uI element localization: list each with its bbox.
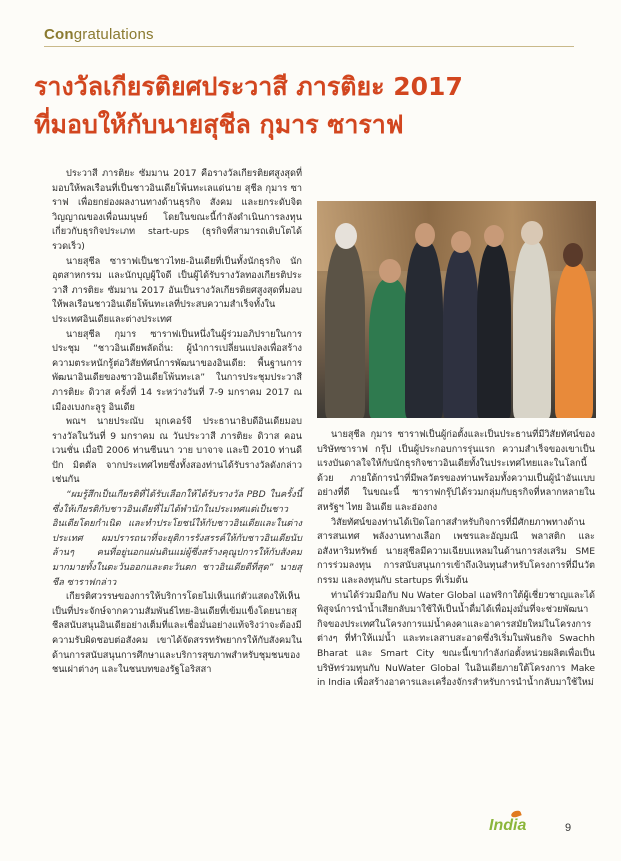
page-number: 9 — [565, 822, 572, 834]
photo-figure — [477, 243, 511, 418]
paragraph: นายสุชีล ซาราฟเป็นชาวไทย-อินเดียที่เป็นทั้งนักธุรกิจ นักอุตสาหกรรม และนักบุญผู้ใจดี เป็นผู้ได้รับรางวัลทองเกียรติประวาสี ภารติยะ ซัมมาน 2017 อันเป็นรางวัลเกียรติยศสูงสุดที่มอบให้พลเรือนชาวอินเดียโพ้นทะเลที่ประสบความสำเร็จทั้งในประเทศอินเดียและต่างประเทศ — [52, 255, 302, 325]
section-label — [44, 26, 154, 43]
photo-figure-head — [563, 243, 583, 267]
section-label-bold: Con — [44, 26, 74, 43]
photo-figure-head — [521, 221, 543, 245]
paragraph: พณฯ นายประณับ มุกเคอร์จี ประธานาธิบดีอินเดียมอบรางวัลในวันที่ 9 มกราคม ณ วันประวาสี ภารติยะ ดิวาส คอนเวนชั่น เมื่อปี 2006 ท่านซีนนา วาย บาจาจ และปี 2010 ท่านดีปัก มิตตัล จากประเทศไทยซึ่งทั้งสองท่านได้รับรางวัลดังกล่าวเช่นกัน — [52, 416, 302, 486]
logo-text: India — [489, 817, 527, 834]
photo-figure — [405, 241, 443, 418]
award-group-photo — [317, 201, 596, 418]
photo-figure-head — [451, 231, 471, 253]
headline-line-2: ที่มอบให้กับนายสุชีล กุมาร ซาราฟ — [34, 110, 404, 139]
section-label-rest: gratulations — [73, 26, 154, 43]
photo-figure-head — [335, 223, 357, 249]
headline-line-1: รางวัลเกียรติยศประวาสี ภารติยะ 2017 — [34, 72, 463, 101]
paragraph: วิสัยทัศน์ของท่านได้เปิดโอกาสสำหรับกิจการที่มีศักยภาพทางด้านสารสนเทศ พลังงานทางเลือก เพชรและอัญมณี พลาสติก และอสังหาริมทรัพย์ นายสุชีลมีความเฉียบแหลมในด้านการส่งเสริม SME การร่วมลงทุน การสนับสนุนการเข้าถึงเงินทุนสำหรับโครงการที่มีนวัตกรรม และลงทุนกับ startups ที่เริ่มต้น — [317, 516, 595, 586]
photo-figure — [555, 263, 593, 418]
photo-figure-head — [415, 223, 435, 247]
india-logo — [489, 817, 526, 835]
section-divider — [44, 46, 574, 47]
photo-figure-head — [484, 225, 504, 247]
photo-figure — [443, 249, 479, 418]
paragraph: ประวาสี ภารติยะ ซัมมาน 2017 คือรางวัลเกียรติยศสูงสุดที่มอบให้พลเรือนที่เป็นชาวอินเดียโพ้นทะเลแด่นาย สุชีล กุมาร ซาราฟ เพื่อยกย่องผลงานทางด้านธุรกิจ สังคม และยกระดับจิตวิญญาณของเพื่อนมนุษย์ โดยในขณะนี้กำลังดำเนินการลงทุนเกี่ยวกับธุรกิจประเภท start-ups (ธุรกิจที่สามารถเติบโตได้รวดเร็ว) — [52, 168, 302, 252]
photo-figure — [325, 241, 365, 418]
quote-paragraph: “ผมรู้สึกเป็นเกียรติที่ได้รับเลือกให้ได้รับรางวัล PBD ในครั้งนี้ ซึ่งให้เกียรติกับชาวอินเดียที่ไม่ได้พำนักในประเทศแต่เป็นชาวอินเดียโดยกำเนิด และทำประโยชน์ให้กับชาวอินเดียและในต่างประเทศ ผมปรารถนาที่จะยุติการรังสรรค์ให้กับชาวอินเดียนับล้านๆ คนที่อยู่นอกแผ่นดินแม่ผู้ซึ่งสร้างคุณูปการให้กับสังคมมากมายทั้งในตะวันออกและตะวันตก ชาวอินเดียดีที่สุด” นายสุชีล ซาราฟกล่าว — [52, 489, 302, 588]
paragraph: เกียรติศวรรษของการให้บริการโดยไม่เห็นแก่ตัวแสดงให้เห็นเป็นที่ประจักษ์จากความสัมพันธ์ไทย-อินเดียที่เข้มแข็งโดยนายสุชีลสนับสนุนอินเดียอย่างเต็มที่และเชื่อมั่นอย่างแท้จริงว่าจะต้องมีความรับผิดชอบต่อสังคม เขาได้จัดสรรทรัพยากรให้กับสังคมในด้านการสนับสนุนการศึกษาและบริการสุขภาพสำหรับชุมชนของชนเผ่าต่างๆ และในชนบทของรัฐโอริสสา — [52, 591, 302, 676]
photo-figure-head — [379, 259, 401, 283]
left-column — [52, 167, 302, 678]
paragraph: นายสุชีล กุมาร ซาราฟเป็นหนึ่งในผู้ร่วมอภิปรายในการประชุม “ชาวอินเดียพลัดถิ่น: ผู้นำการเปลี่ยนแปลงเพื่อสร้างความตระหนักรู้ต่อวิสัยทัศน์การพัฒนาของอินเดีย: พื้นฐานการพัฒนาอินเดียของชาวอินเดียโพ้นทะเล” ในการประชุมประวาสี ภารติยะ ดิวาส ครั้งที่ 14 ระหว่างวันที่ 7-9 มกราคม 2017 ณ เมืองเบงกะลูรู อินเดีย — [52, 328, 302, 413]
paragraph: นายสุชีล กุมาร ซาราฟเป็นผู้ก่อตั้งและเป็นประธานที่มีวิสัยทัศน์ของบริษัทซาราฟ กรุ๊ป เป็นผู้ประกอบการรุ่นแรก ความสำเร็จของเขาเป็นแรงบันดาลใจให้กับนักธุรกิจชาวอินเดียทั้งในประเทศไทยและในโลกนี้ด้วย ภายใต้การนำที่มีพลวัตรของท่านพร้อมทั้งความเป็นผู้นำอันแบบอย่างที่ดี ในขณะนี้ ซาราฟกรุ๊ปได้รวมกลุ่มกับธุรกิจที่หลากหลายในสหรัฐฯ ไทย อินเดีย และฮ่องกง — [317, 429, 595, 513]
photo-figure — [513, 241, 551, 418]
right-column — [317, 428, 595, 691]
paragraph: ท่านได้ร่วมมือกับ Nu Water Global แอฟริกาใต้ผู้เชี่ยวชาญและได้พิสูจน์การนำน้ำเสียกลับมาใช้ให้เป็นน้ำดื่มได้เพื่อมุ่งมั่นที่จะช่วยพัฒนากิจของประเทศในโครงการแม่น้ำคงคาและอาคารสมัยใหม่ในโครงการต่างๆ ที่ทำให้แม่น้ำ และทะเลสาบสะอาดซึ่งริเริ่มในพันธกิจ Swachh Bharat และ Smart City ขณะนี้เขากำลังก่อตั้งหน่วยผลิตเพื่อเป็นบริษัทร่วมทุนกับ NuWater Global ในอินเดียภายใต้โครงการ Make in India เพื่อสร้างอาคารและเครื่องจักรสำหรับการนำน้ำกลับมาใช้ใหม่ — [317, 589, 595, 689]
headline — [34, 68, 594, 144]
